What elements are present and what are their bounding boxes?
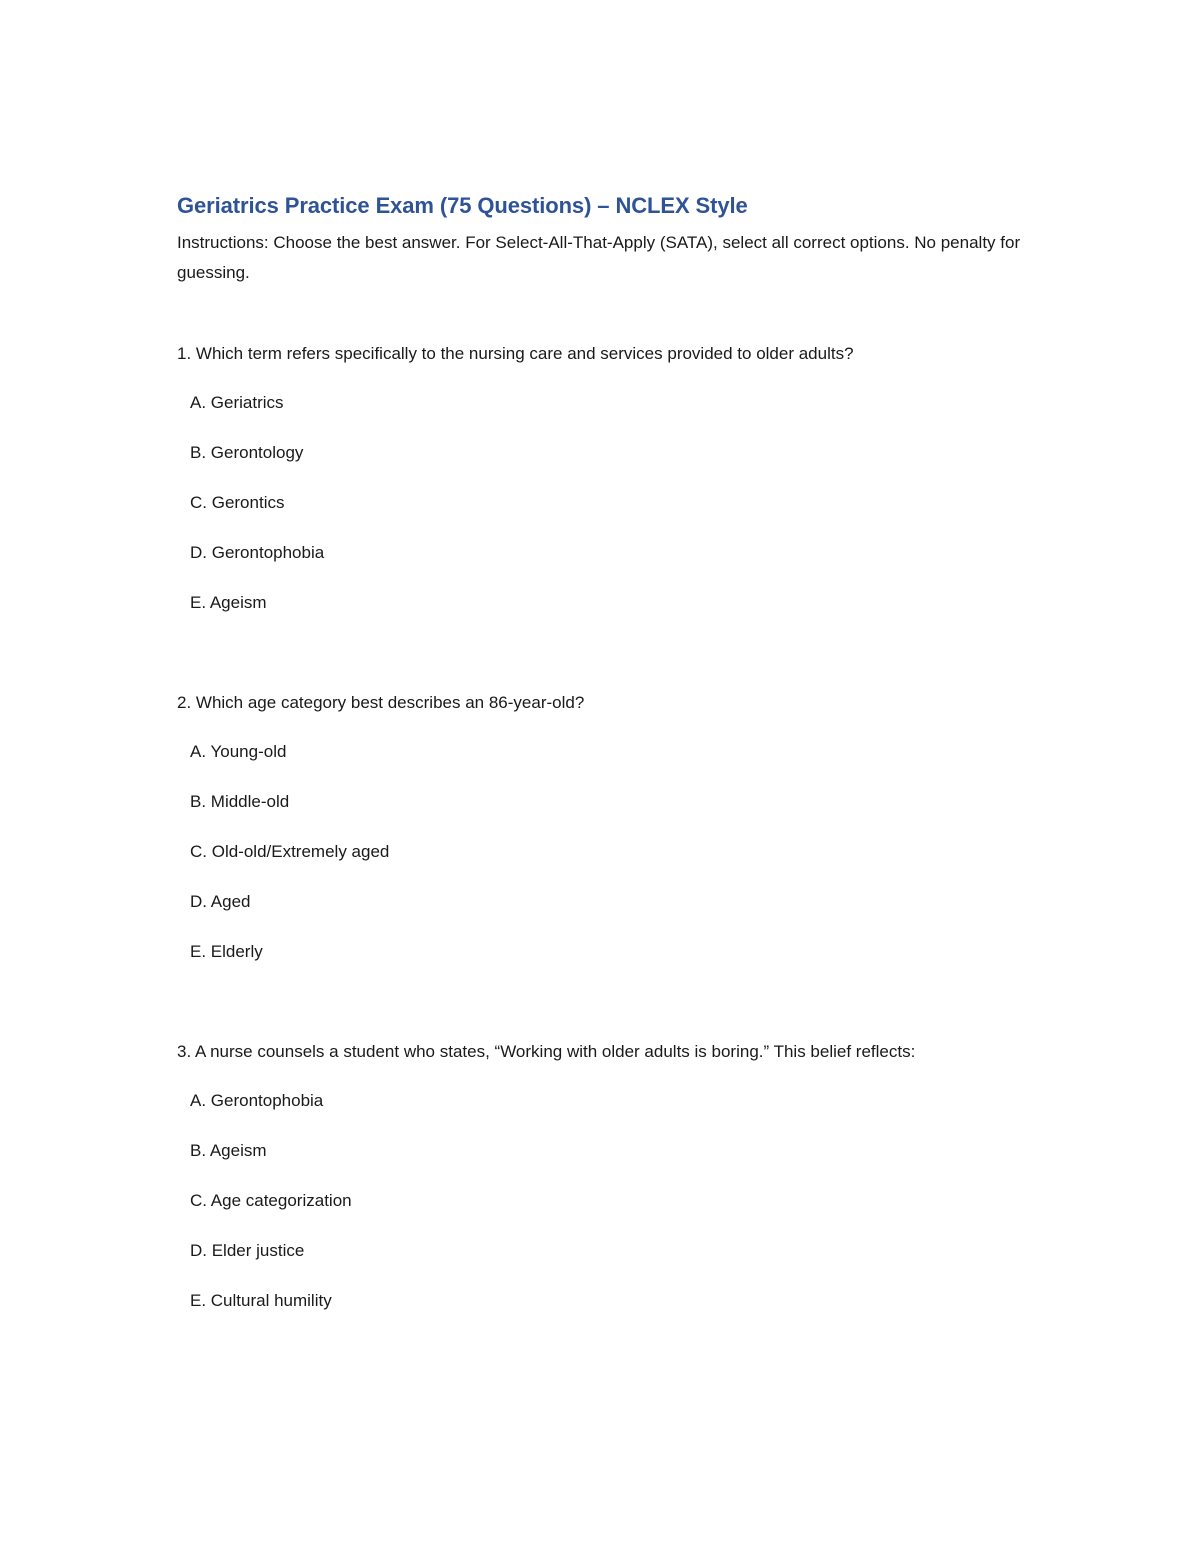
option-a: A. Gerontophobia (190, 1091, 324, 1110)
option-d: D. Gerontophobia (190, 543, 325, 562)
option-b: B. Gerontology (190, 443, 304, 462)
option-e: E. Elderly (190, 942, 263, 961)
question-1 (177, 339, 1037, 618)
option-a: A. Young-old (190, 742, 287, 761)
option-b: B. Middle-old (190, 792, 290, 811)
option-c: C. Old-old/Extremely aged (190, 842, 390, 861)
question-3 (177, 1037, 1037, 1316)
option-e: E. Ageism (190, 593, 267, 612)
question-text: 3. A nurse counsels a student who states, “Working with older adults is boring.” This belief reflects: (177, 1042, 916, 1061)
option-c: C. Gerontics (190, 493, 285, 512)
option-a: A. Geriatrics (190, 393, 284, 412)
option-list (177, 1086, 1037, 1316)
option-d: D. Aged (190, 892, 251, 911)
option-e: E. Cultural humility (190, 1291, 332, 1310)
option-list (177, 388, 1037, 618)
question-2 (177, 688, 1037, 967)
option-b: B. Ageism (190, 1141, 267, 1160)
question-text: 2. Which age category best describes an 86-year-old? (177, 693, 585, 712)
option-list (177, 737, 1037, 967)
option-c: C. Age categorization (190, 1191, 352, 1210)
document-page (177, 190, 1037, 1316)
instructions-text: Instructions: Choose the best answer. For Select-All-That-Apply (SATA), select all correct options. No penalty for guessing. (177, 233, 1021, 282)
page-title: Geriatrics Practice Exam (75 Questions) – NCLEX Style (177, 193, 748, 218)
question-text: 1. Which term refers specifically to the nursing care and services provided to older adults? (177, 344, 854, 363)
option-d: D. Elder justice (190, 1241, 305, 1260)
